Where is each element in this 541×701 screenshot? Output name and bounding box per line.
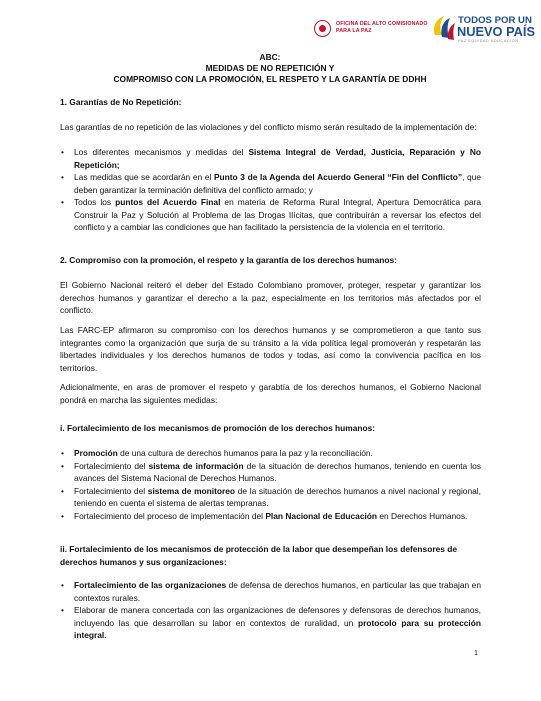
todos-por-un-nuevo-pais-logo	[430, 11, 535, 47]
text-span: Fortalecimiento del	[74, 485, 148, 496]
text-span: Fortalecimiento del	[74, 460, 149, 471]
bold-span: Promoción	[74, 448, 118, 458]
office-header	[314, 19, 428, 41]
office-name	[336, 21, 428, 34]
list-item	[60, 510, 481, 523]
text-span: de la situación de derechos humanos a nivel nacional y regional, teniendo en cuenta el sistema de alertas tempranas.	[74, 485, 481, 508]
bold-span: Fortalecimiento de las organizaciones	[74, 580, 227, 590]
text-span: de una cultura de derechos humanos para la paz y la reconciliación.	[117, 448, 373, 458]
colombia-seal-icon	[314, 20, 331, 37]
logo-line1: TODOS POR UN	[458, 15, 532, 26]
list-item	[60, 485, 481, 510]
section-2-paragraph-3: Adicionalmente, en aras de promover el respeto y garabtía de los derechos humanos, el Gobierno Nacional pondrá en marcha las siguientes medidas:	[60, 382, 481, 405]
text-span: Elaborar de manera concertada con las organizaciones de defensores y defensoras de derechos humanos, incluyendo las que desarrollan su labor en contextos de ruralidad, un	[74, 605, 481, 628]
bold-span: Punto 3 de la Agenda del Acuerdo General “Fin del Conflicto”	[213, 172, 463, 182]
document-title	[60, 52, 480, 85]
list-item	[60, 196, 481, 234]
section-1-intro: Las garantías de no repetición de las violaciones y del conflicto mismo serán resultado de la implementación de:	[60, 122, 477, 132]
list-item	[60, 579, 481, 604]
list-item	[60, 146, 481, 171]
list-item	[60, 460, 481, 485]
office-name-line2: PARA LA PAZ	[336, 27, 372, 34]
page-number: 1	[474, 650, 478, 657]
section-1-heading: 1. Garantías de No Repetición:	[60, 97, 182, 107]
text-span: de defensa de derechos humanos, en particular las que trabajan en contextos rurales.	[74, 580, 481, 603]
text-span: Todos los	[74, 197, 116, 207]
section-1-list	[60, 146, 481, 234]
bold-span: sistema de información	[148, 460, 244, 471]
logo-line3: PAZ EQUIDAD EDUCACIÓN	[458, 39, 519, 43]
logo-mark-icon	[430, 13, 456, 43]
title-line1: ABC:	[259, 52, 281, 62]
bold-span: Plan Nacional de Educación	[265, 510, 378, 521]
subsection-ii-heading: ii. Fortalecimiento de los mecanismos de protección de la labor que desempeñan los defensores de derechos humanos y sus organizaciones:	[60, 544, 457, 567]
text-span: Los diferentes mecanismos y medidas del	[74, 147, 249, 157]
text-span: Las medidas que se acordarán en el	[74, 172, 214, 182]
bold-span: protocolo para su protección integral.	[74, 617, 481, 640]
bold-span: Sistema Integral de Verdad, Justicia, Reparación y No Repetición;	[74, 147, 481, 170]
bold-span: puntos del Acuerdo Final	[115, 197, 221, 207]
bold-span: sistema de monitoreo	[147, 485, 236, 496]
text-span: , que deben garantizar la terminación definitiva del conflicto armado; y	[74, 172, 482, 195]
section-2-paragraph-1: El Gobierno Nacional reiteró el deber del Estado Colombiano promover, proteger, respetar y garantizar los derechos humanos y garantizar el derecho a la paz, especialmente en los territorios más afectados por el conflicto.	[60, 280, 481, 315]
text-span: Fortalecimiento del proceso de implementación del	[74, 510, 266, 521]
office-name-line1: OFICINA DEL ALTO COMISIONADO	[336, 21, 428, 27]
list-item	[60, 171, 481, 196]
title-line2: MEDIDAS DE NO REPETICIÓN Y	[205, 63, 335, 73]
subsection-i-list	[60, 447, 481, 522]
section-2-heading: 2. Compromiso con la promoción, el respeto y la garantía de los derechos humanos:	[60, 255, 397, 265]
text-span: en materia de Reforma Rural Integral, Apertura Democrática para Construir la Paz y Solución al Problema de las Drogas Ilícitas, que contribuirán a reversar los efectos del conflicto y a cambiar las condiciones que han facilitado la persistencia de la violencia en el territorio.	[74, 197, 481, 232]
section-2-paragraph-2: Las FARC-EP afirmaron su compromiso con los derechos humanos y se comprometieron a que tanto sus integrantes como la organización que surja de su tránsito a la vida política legal promoverán y respetarán las libertades individuales y los derechos humanos de todos y todas, así como la convivencia pacífica en los territorios.	[60, 325, 481, 373]
list-item	[60, 604, 481, 642]
subsection-ii-list	[60, 579, 481, 642]
title-line3: COMPROMISO CON LA PROMOCIÓN, EL RESPETO Y LA GARANTÍA DE DDHH	[113, 74, 427, 84]
text-span: en Derechos Humanos.	[377, 510, 468, 521]
subsection-i-heading: i. Fortalecimiento de los mecanismos de promoción de los derechos humanos:	[60, 423, 376, 433]
list-item	[60, 447, 481, 460]
logo-line2: NUEVO PAÍS	[457, 24, 535, 39]
text-span: de la situación de derechos humanos, teniendo en cuenta los avances del Sistema Nacional de Derechos Humanos.	[74, 460, 481, 483]
